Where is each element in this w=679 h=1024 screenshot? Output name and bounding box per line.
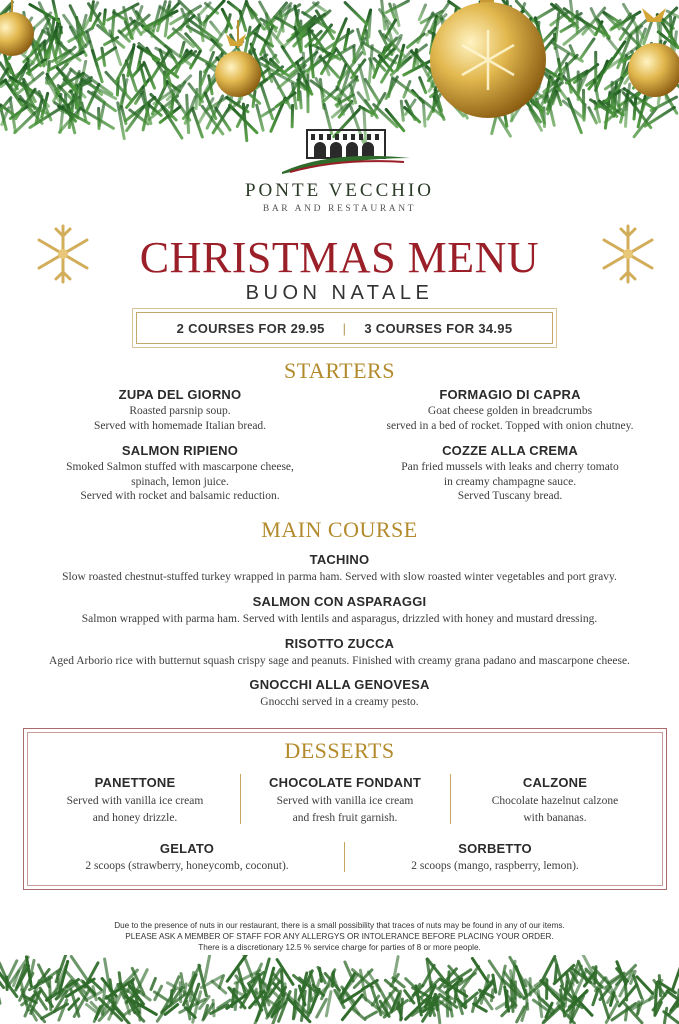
footer-line: There is a discretionary 12.5 % service charge for parties of 8 or more people.	[198, 943, 481, 952]
dish-name: FORMAGIO DI CAPRA	[439, 387, 581, 402]
dish-description: Aged Arborio rice with butternut squash crispy sage and peanuts. Finished with creamy grana padano and mascarpone cheese.	[49, 655, 630, 667]
dish-description: 2 scoops (strawberry, honeycomb, coconut).	[85, 860, 289, 872]
dish-name: CHOCOLATE FONDANT	[269, 775, 421, 790]
ponte-vecchio-logo	[280, 128, 412, 176]
menu-item	[340, 387, 679, 433]
dish-name: SORBETTO	[458, 841, 532, 856]
price-separator: |	[342, 320, 347, 336]
menu-item	[30, 775, 240, 827]
dish-description: Served with vanilla ice cream and honey drizzle.	[66, 795, 204, 824]
dish-description: Gnocchi served in a creamy pesto.	[260, 696, 419, 708]
footer-line: Due to the presence of nuts in our restaurant, there is a small possibility that traces of nuts may be found in any of our items.	[114, 921, 565, 930]
menu-item	[0, 552, 679, 585]
restaurant-tagline: BAR AND RESTAURANT	[262, 204, 417, 214]
menu-item	[345, 841, 645, 874]
dish-name: SALMON CON ASPARAGGI	[252, 594, 427, 609]
menu-item	[20, 443, 340, 504]
dish-name: CALZONE	[522, 775, 588, 790]
dish-name: GNOCCHI ALLA GENOVESA	[249, 677, 430, 692]
dish-name: ZUPA DEL GIORNO	[118, 387, 242, 402]
section-heading-starters: STARTERS	[284, 358, 395, 383]
menu-title: CHRISTMAS MENU	[139, 233, 540, 282]
section-heading-desserts: DESSERTS	[284, 738, 395, 763]
dish-description: Smoked Salmon stuffed with mascarpone cheese, spinach, lemon juice. Served with rocket and balsamic reduction.	[66, 461, 294, 502]
allergy-notice	[0, 920, 679, 953]
pricing-box	[136, 312, 553, 344]
dish-description: Served with vanilla ice cream and fresh fruit garnish.	[276, 795, 414, 824]
price-three-courses: 3 COURSES FOR 34.95	[364, 320, 513, 336]
price-two-courses: 2 COURSES FOR 29.95	[176, 320, 325, 336]
menu-item	[30, 841, 344, 874]
dish-name: COZZE ALLA CREMA	[442, 443, 578, 458]
dish-description: Chocolate hazelnut calzone with bananas.	[491, 795, 619, 824]
menu-item	[0, 677, 679, 710]
dish-name: RISOTTO ZUCCA	[284, 636, 395, 651]
dish-description: 2 scoops (mango, raspberry, lemon).	[411, 860, 579, 872]
dish-description: Pan fried mussels with leaks and cherry tomato in creamy champagne sauce. Served Tuscany bread.	[401, 461, 619, 502]
menu-item	[340, 443, 679, 504]
menu-subtitle: BUON NATALE	[245, 282, 434, 304]
footer-line: PLEASE ASK A MEMBER OF STAFF FOR ANY ALLERGYS OR INTOLERANCE BEFORE PLACING YOUR ORDER.	[125, 932, 554, 941]
dish-name: TACHINO	[309, 552, 370, 567]
dish-description: Goat cheese golden in breadcrumbs served in a bed of rocket. Topped with onion chutney.	[386, 405, 634, 432]
bauble-ornament-icon	[430, 0, 546, 118]
dish-name: SALMON RIPIENO	[121, 443, 239, 458]
dish-description: Slow roasted chestnut-stuffed turkey wrapped in parma ham. Served with slow roasted winter vegetables and port gravy.	[62, 571, 617, 583]
dish-name: PANETTONE	[94, 775, 176, 790]
menu-item	[451, 775, 659, 827]
menu-item	[241, 775, 449, 827]
menu-item	[0, 594, 679, 627]
dish-description: Salmon wrapped with parma ham. Served with lentils and asparagus, drizzled with honey and mustard dressing.	[81, 613, 598, 625]
section-heading-main-course: MAIN COURSE	[261, 517, 418, 542]
menu-item	[20, 387, 340, 433]
dish-description: Roasted parsnip soup. Served with homemade Italian bread.	[93, 405, 267, 432]
restaurant-name: PONTE VECCHIO	[244, 180, 435, 201]
menu-item	[0, 636, 679, 669]
pine-garland-bottom	[0, 955, 679, 1024]
dish-name: GELATO	[159, 841, 215, 856]
